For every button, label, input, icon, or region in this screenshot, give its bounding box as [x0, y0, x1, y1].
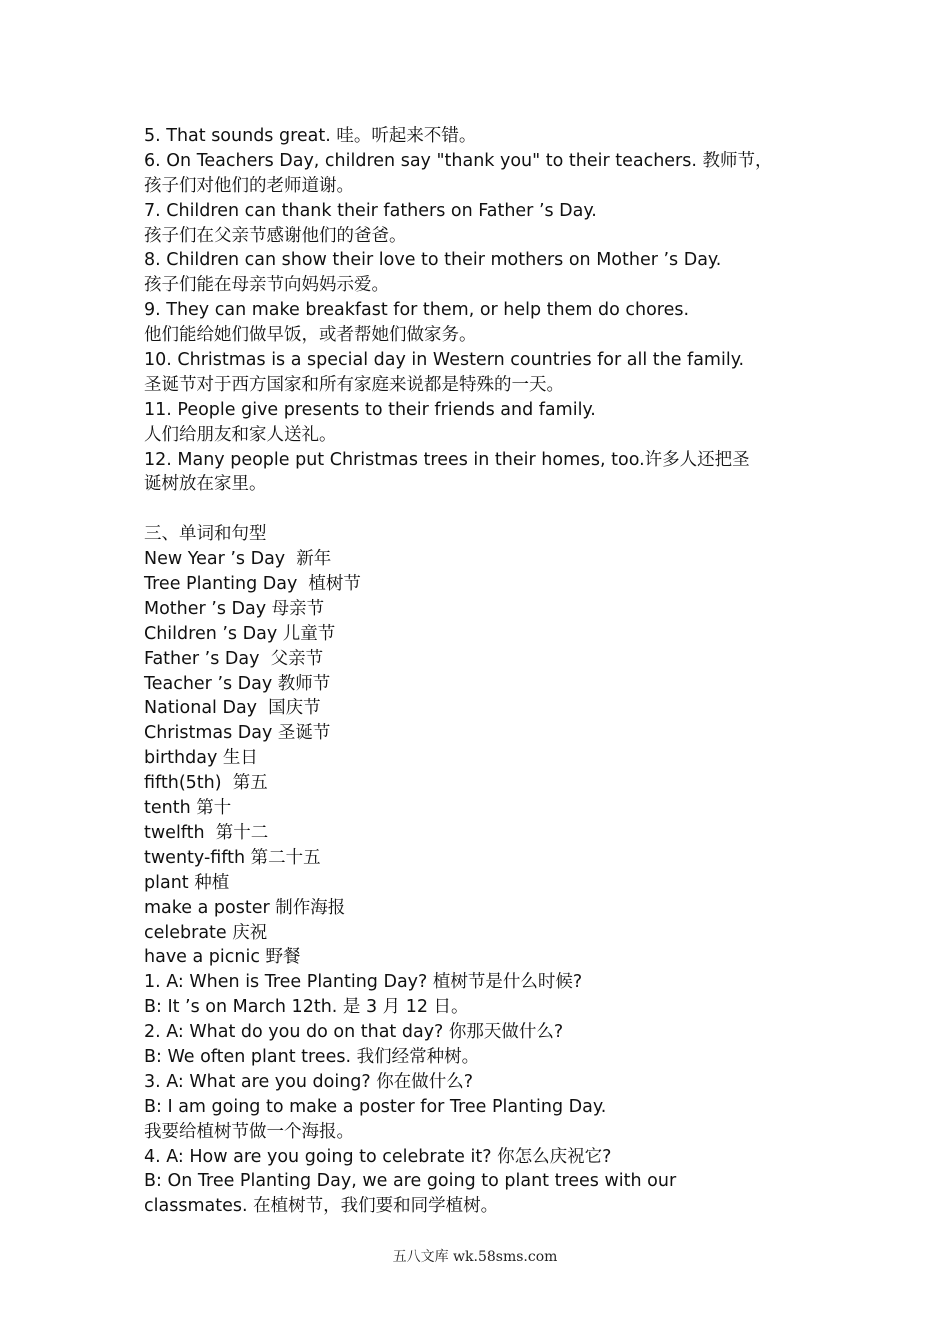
vocab-item: Father ’s Day 父亲节 [144, 648, 324, 669]
vocab-item: Children ’s Day 儿童节 [144, 623, 336, 644]
section-title: 三、单词和句型 [144, 524, 267, 545]
dialogue-line: 4. A: How are you going to celebrate it? 你怎么庆祝它? [144, 1146, 612, 1167]
text-line: 9. They can make breakfast for them, or help them do chores. [144, 300, 690, 321]
text-line: 12. Many people put Christmas trees in their homes, too.许多人还把圣 [144, 449, 750, 470]
text-line: 孩子们对他们的老师道谢。 [144, 175, 354, 196]
text-line: 6. On Teachers Day, children say "thank you" to their teachers. 教师节， [144, 150, 773, 171]
dialogue-line: 3. A: What are you doing? 你在做什么? [144, 1071, 474, 1092]
text-line: 人们给朋友和家人送礼。 [144, 424, 337, 445]
vocab-item: celebrate 庆祝 [144, 922, 268, 943]
text-line: 11. People give presents to their friends and family. [144, 399, 596, 420]
vocab-item: National Day 国庆节 [144, 698, 321, 719]
vocab-item: Christmas Day 圣诞节 [144, 723, 331, 744]
text-line: 10. Christmas is a special day in Western countries for all the family. [144, 350, 745, 371]
vocab-item: birthday 生日 [144, 748, 258, 769]
dialogue-line: B: I am going to make a poster for Tree Planting Day. [144, 1096, 607, 1117]
vocab-item: Tree Planting Day 植树节 [144, 574, 361, 595]
vocab-item: have a picnic 野餐 [144, 947, 301, 968]
text-line: 孩子们能在母亲节向妈妈示爱。 [144, 275, 389, 296]
page-footer: 五八文库 wk.58sms.com [392, 1249, 558, 1265]
text-line: 诞树放在家里。 [144, 474, 267, 495]
dialogue-line: B: On Tree Planting Day, we are going to plant trees with our [144, 1171, 677, 1192]
document-body [144, 124, 824, 1219]
text-line: 孩子们在父亲节感谢他们的爸爸。 [144, 225, 407, 246]
vocab-item: twelfth 第十二 [144, 822, 269, 843]
vocab-item: make a poster 制作海报 [144, 897, 346, 918]
text-line: 圣诞节对于西方国家和所有家庭来说都是特殊的一天。 [144, 374, 564, 395]
dialogue-line: 我要给植树节做一个海报。 [144, 1121, 354, 1142]
dialogue-list [144, 970, 824, 1219]
blank-line [144, 497, 824, 522]
vocabulary-list [144, 547, 824, 970]
text-line: 8. Children can show their love to their mothers on Mother ’s Day. [144, 250, 722, 271]
text-line: 7. Children can thank their fathers on Father ’s Day. [144, 200, 597, 221]
vocab-item: twenty-fifth 第二十五 [144, 847, 321, 868]
dialogue-line: B: It ’s on March 12th. 是 3 月 12 日。 [144, 997, 469, 1018]
vocab-item: Mother ’s Day 母亲节 [144, 598, 325, 619]
vocab-item: Teacher ’s Day 教师节 [144, 673, 331, 694]
vocab-item: New Year ’s Day 新年 [144, 549, 332, 570]
vocab-item: tenth 第十 [144, 798, 232, 819]
vocab-item: fifth(5th) 第五 [144, 773, 268, 794]
sentences-part1 [144, 124, 824, 497]
dialogue-line: B: We often plant trees. 我们经常种树。 [144, 1046, 480, 1067]
vocab-item: plant 种植 [144, 872, 230, 893]
text-line: 他们能给她们做早饭，或者帮她们做家务。 [144, 325, 477, 346]
dialogue-line: 2. A: What do you do on that day? 你那天做什么? [144, 1022, 564, 1043]
dialogue-line: 1. A: When is Tree Planting Day? 植树节是什么时候? [144, 972, 583, 993]
dialogue-line: classmates. 在植树节，我们要和同学植树。 [144, 1196, 499, 1217]
text-line: 5. That sounds great. 哇。听起来不错。 [144, 126, 477, 146]
